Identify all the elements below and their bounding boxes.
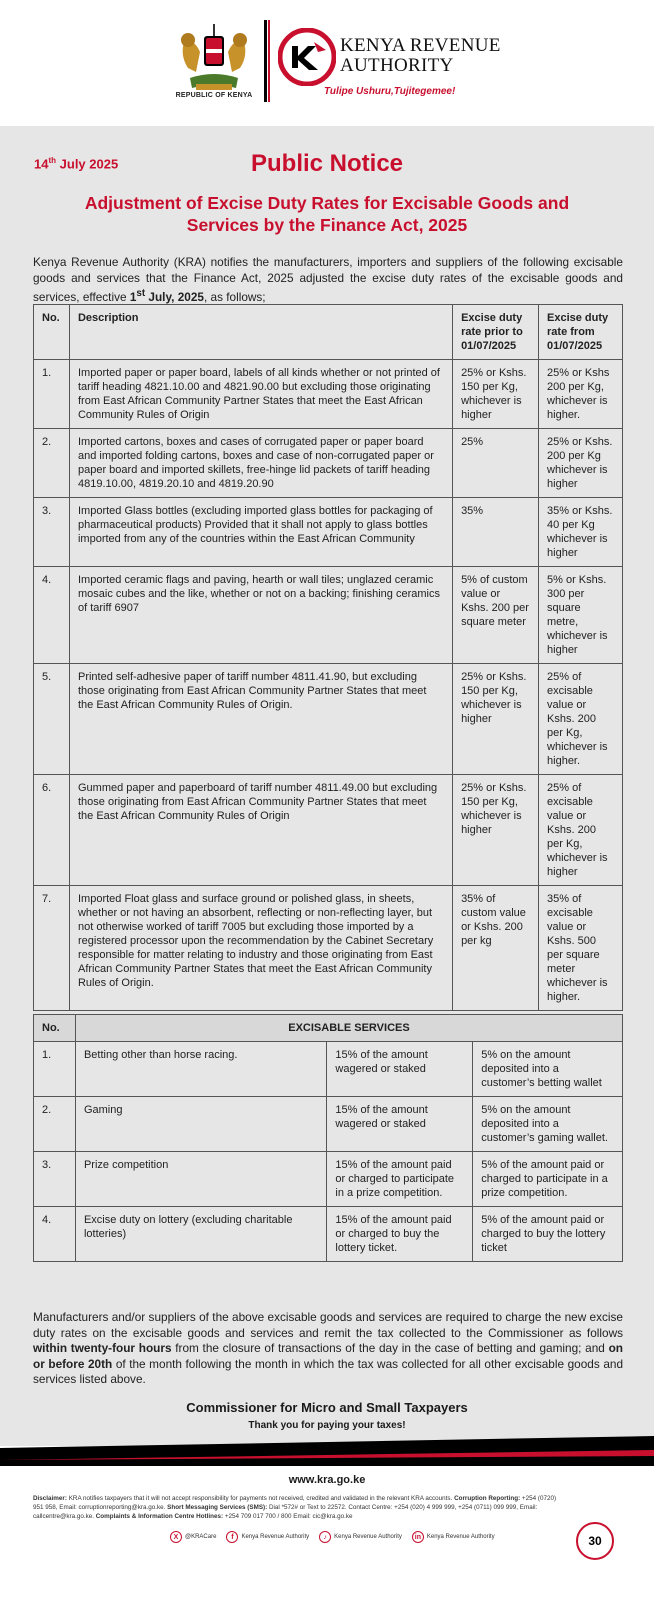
- row-rate-from: 25% or Kshs 200 per Kg, whichever is higher.: [539, 360, 623, 429]
- row-rate-from: 35% or Kshs. 40 per Kg whichever is higher: [539, 498, 623, 567]
- date-suffix: th: [48, 156, 57, 165]
- org-name: [340, 36, 501, 76]
- table-row: [34, 1207, 623, 1262]
- row-rate-prior: 25% or Kshs. 150 per Kg, whichever is higher: [453, 775, 539, 886]
- sms-text: Dial *572# or Text to 22572. Contact Centre: +254 (020) 4 999 999, +254 (0711) 099 999, Email: callcentre@kra.go.ke.: [33, 1504, 538, 1520]
- notice-subtitle: Adjustment of Excise Duty Rates for Excisable Goods and Services by the Finance Act, 2025: [84, 193, 570, 235]
- disclaimer-text: KRA notifies taxpayers that it will not accept responsibility for payments not received, credited and validated in the relevant KRA accounts.: [66, 1495, 455, 1502]
- x-icon: X: [170, 1531, 182, 1543]
- intro-text-1: Kenya Revenue Authority (KRA) notifies the manufacturers, importers and suppliers of the following excisable goods and services that the Finance Act, 2025 adjusted the excise duty rates of the excisable goods and services, effective: [33, 255, 623, 304]
- social-facebook[interactable]: [226, 1531, 309, 1543]
- date-rest: July 2025: [56, 156, 119, 172]
- row-description: Prize competition: [75, 1152, 326, 1207]
- social-facebook-label: Kenya Revenue Authority: [241, 1534, 310, 1540]
- social-links: [170, 1531, 495, 1543]
- kra-logo-icon: [278, 28, 336, 86]
- org-name-line1: KENYA REVENUE: [340, 35, 501, 56]
- social-x-label: @KRACare: [185, 1534, 217, 1540]
- table-row: [34, 360, 623, 429]
- intro-month-year: July, 2025: [145, 289, 204, 304]
- header-no: No.: [34, 1015, 76, 1042]
- row-description: Imported Float glass and surface ground or polished glass, in sheets, whether or not having an absorbent, reflecting or non-reflecting layer, but not otherwise worked of tariff 7005 but excluding those imported by a registered processor upon the recommendation by the Cabinet Secretary responsible for matter relating to industry and those originating from East African Community Partner States that meet the East African Community Rules of Origin.: [69, 886, 452, 1011]
- row-rate-from: 35% of excisable value or Kshs. 500 per square meter whichever is higher.: [539, 886, 623, 1011]
- tagline: Tulipe Ushuru,Tujitegemee!: [324, 86, 456, 97]
- intro-day: 1: [129, 289, 137, 304]
- row-rate-prior: 15% of the amount wagered or staked: [327, 1042, 473, 1097]
- row-number: 4.: [34, 567, 70, 664]
- corruption-text: +254 (0720) 951 958, Email: corruptionreporting@kra.go.ke.: [33, 1495, 557, 1511]
- row-rate-from: 5% or Kshs. 300 per square metre, whichever is higher: [539, 567, 623, 664]
- table-row: [34, 886, 623, 1011]
- divider-black: [264, 20, 267, 102]
- header-rate-prior: Excise duty rate prior to 01/07/2025: [453, 305, 539, 360]
- tiktok-icon: ♪: [319, 1531, 331, 1543]
- thanks-line: Thank you for paying your taxes!: [248, 1420, 406, 1431]
- row-rate-prior: 35% of custom value or Kshs. 200 per kg: [453, 886, 539, 1011]
- anniversary-badge-icon: 30: [576, 1522, 614, 1560]
- row-description: Imported cartons, boxes and cases of corrugated paper or paper board and imported folding cartons, boxes and case of non-corrugated paper or paper board and imported skillets, free-hinge lid packets of tariff heading 4819.10.00, 4819.20.10 and 4819.20.90: [69, 429, 452, 498]
- row-rate-prior: 5% of custom value or Kshs. 200 per square meter: [453, 567, 539, 664]
- row-number: 7.: [34, 886, 70, 1011]
- row-number: 1.: [34, 360, 70, 429]
- row-description: Imported ceramic flags and paving, hearth or wall tiles; unglazed ceramic mosaic cubes and the like, whether or not on a backing; finishing ceramics of tariff 6907: [69, 567, 452, 664]
- table-row: [34, 775, 623, 886]
- social-linkedin[interactable]: [412, 1531, 495, 1543]
- closing-text-2: from the closure of transactions of the day in the case of betting and gaming; and: [171, 1341, 609, 1355]
- row-rate-prior: 15% of the amount wagered or staked: [327, 1097, 473, 1152]
- header: [0, 0, 654, 126]
- row-description: Excise duty on lottery (excluding charitable lotteries): [75, 1207, 326, 1262]
- table-header-row: [34, 1015, 623, 1042]
- row-description: Printed self-adhesive paper of tariff number 4811.41.90, but excluding those originating from East African Community Partner States that meet the East African Community Rules of Origin.: [69, 664, 452, 775]
- row-rate-from: 5% on the amount deposited into a customer’s betting wallet: [473, 1042, 623, 1097]
- intro-paragraph: [33, 255, 623, 305]
- facebook-icon: f: [226, 1531, 238, 1543]
- header-description: Description: [69, 305, 452, 360]
- row-number: 4.: [34, 1207, 76, 1262]
- row-description: Betting other than horse racing.: [75, 1042, 326, 1097]
- closing-text-3: of the month following the month in which the tax was collected for all other excisable goods and services listed above.: [33, 1356, 624, 1386]
- row-description: Gaming: [75, 1097, 326, 1152]
- social-tiktok[interactable]: [319, 1531, 402, 1543]
- table-row: [34, 567, 623, 664]
- org-name-line2: AUTHORITY: [340, 55, 454, 76]
- social-tiktok-label: Kenya Revenue Authority: [334, 1534, 402, 1540]
- website-link[interactable]: www.kra.go.ke: [288, 1474, 366, 1486]
- intro-effective-date: [130, 290, 204, 304]
- row-rate-prior: 15% of the amount paid or charged to participate in a prize competition.: [327, 1152, 473, 1207]
- republic-label: REPUBLIC OF KENYA: [175, 92, 253, 99]
- header-rate-from: Excise duty rate from 01/07/2025: [539, 305, 623, 360]
- row-rate-prior: 15% of the amount paid or charged to buy the lottery ticket.: [327, 1207, 473, 1262]
- table-row: [34, 498, 623, 567]
- row-number: 2.: [34, 1097, 76, 1152]
- linkedin-icon: in: [412, 1531, 424, 1543]
- row-description: Imported paper or paper board, labels of all kinds whether or not printed of tariff heading 4821.10.00 and 4821.90.00 but excluding those originating from East African Community Partner States that meet the East African Community Rules of Origin: [69, 360, 452, 429]
- row-number: 5.: [34, 664, 70, 775]
- intro-text-2: , as follows;: [203, 289, 266, 304]
- closing-deadline-2: on or before 20th: [33, 1341, 623, 1371]
- closing-paragraph: [33, 1310, 623, 1388]
- table-row: [34, 1097, 623, 1152]
- table-header-row: [34, 305, 623, 360]
- row-description: Gummed paper and paperboard of tariff number 4811.49.00 but excluding those originating from East African Community Partner States that meet the East African Community Rules of Origin: [69, 775, 452, 886]
- row-rate-from: 25% or Kshs. 200 per Kg whichever is higher: [539, 429, 623, 498]
- divider-red: [268, 20, 270, 102]
- table-row: [34, 664, 623, 775]
- row-description: Imported Glass bottles (excluding imported glass bottles for packaging of pharmaceutical products) Provided that it shall not apply to glass bottles imported from any of the countries within the East African Community: [69, 498, 452, 567]
- row-rate-prior: 25% or Kshs. 150 per Kg, whichever is higher: [453, 664, 539, 775]
- row-number: 3.: [34, 498, 70, 567]
- coat-of-arms-icon: [176, 22, 252, 94]
- row-rate-from: 5% of the amount paid or charged to buy the lottery ticket: [473, 1207, 623, 1262]
- goods-table-body: [34, 360, 623, 1011]
- corruption-label: Corruption Reporting:: [454, 1495, 521, 1502]
- services-table-body: [34, 1042, 623, 1262]
- social-x[interactable]: [170, 1531, 216, 1543]
- signatory: Commissioner for Micro and Small Taxpayers: [186, 1400, 468, 1415]
- row-number: 2.: [34, 429, 70, 498]
- excisable-services-table: [33, 1014, 623, 1262]
- row-rate-prior: 25%: [453, 429, 539, 498]
- intro-day-suffix: st: [136, 288, 146, 299]
- row-rate-from: 5% on the amount deposited into a customer’s gaming wallet.: [473, 1097, 623, 1152]
- date-day: 14: [34, 156, 49, 172]
- row-number: 6.: [34, 775, 70, 886]
- sms-label: Short Messaging Services (SMS):: [167, 1504, 268, 1511]
- header-excisable-services: EXCISABLE SERVICES: [75, 1015, 622, 1042]
- table-row: [34, 429, 623, 498]
- row-rate-from: 5% of the amount paid or charged to participate in a prize competition.: [473, 1152, 623, 1207]
- row-rate-from: 25% of excisable value or Kshs. 200 per Kg, whichever is higher: [539, 775, 623, 886]
- row-rate-prior: 25% or Kshs. 150 per Kg, whichever is higher: [453, 360, 539, 429]
- header-no: No.: [34, 305, 70, 360]
- disclaimer-label: Disclaimer:: [33, 1495, 67, 1502]
- table-row: [34, 1042, 623, 1097]
- disclaimer: [33, 1494, 563, 1521]
- social-linkedin-label: Kenya Revenue Authority: [426, 1534, 495, 1540]
- page-title: Public Notice: [250, 150, 404, 177]
- row-rate-prior: 35%: [453, 498, 539, 567]
- row-number: 3.: [34, 1152, 76, 1207]
- complaints-label: Complaints & Information Centre Hotlines:: [95, 1513, 224, 1520]
- row-rate-from: 25% of excisable value or Kshs. 200 per Kg, whichever is higher.: [539, 664, 623, 775]
- closing-deadline-1: within twenty-four hours: [33, 1341, 172, 1355]
- complaints-text: +254 709 017 700 / 800 Email: cic@kra.go.ke: [223, 1513, 353, 1520]
- row-number: 1.: [34, 1042, 76, 1097]
- table-row: [34, 1152, 623, 1207]
- excisable-goods-table: [33, 304, 623, 1011]
- closing-text-1: Manufacturers and/or suppliers of the above excisable goods and services are required to charge the new excise duty rates on the excisable goods and services and remit the tax collected to the Commissioner as follows: [33, 1310, 623, 1340]
